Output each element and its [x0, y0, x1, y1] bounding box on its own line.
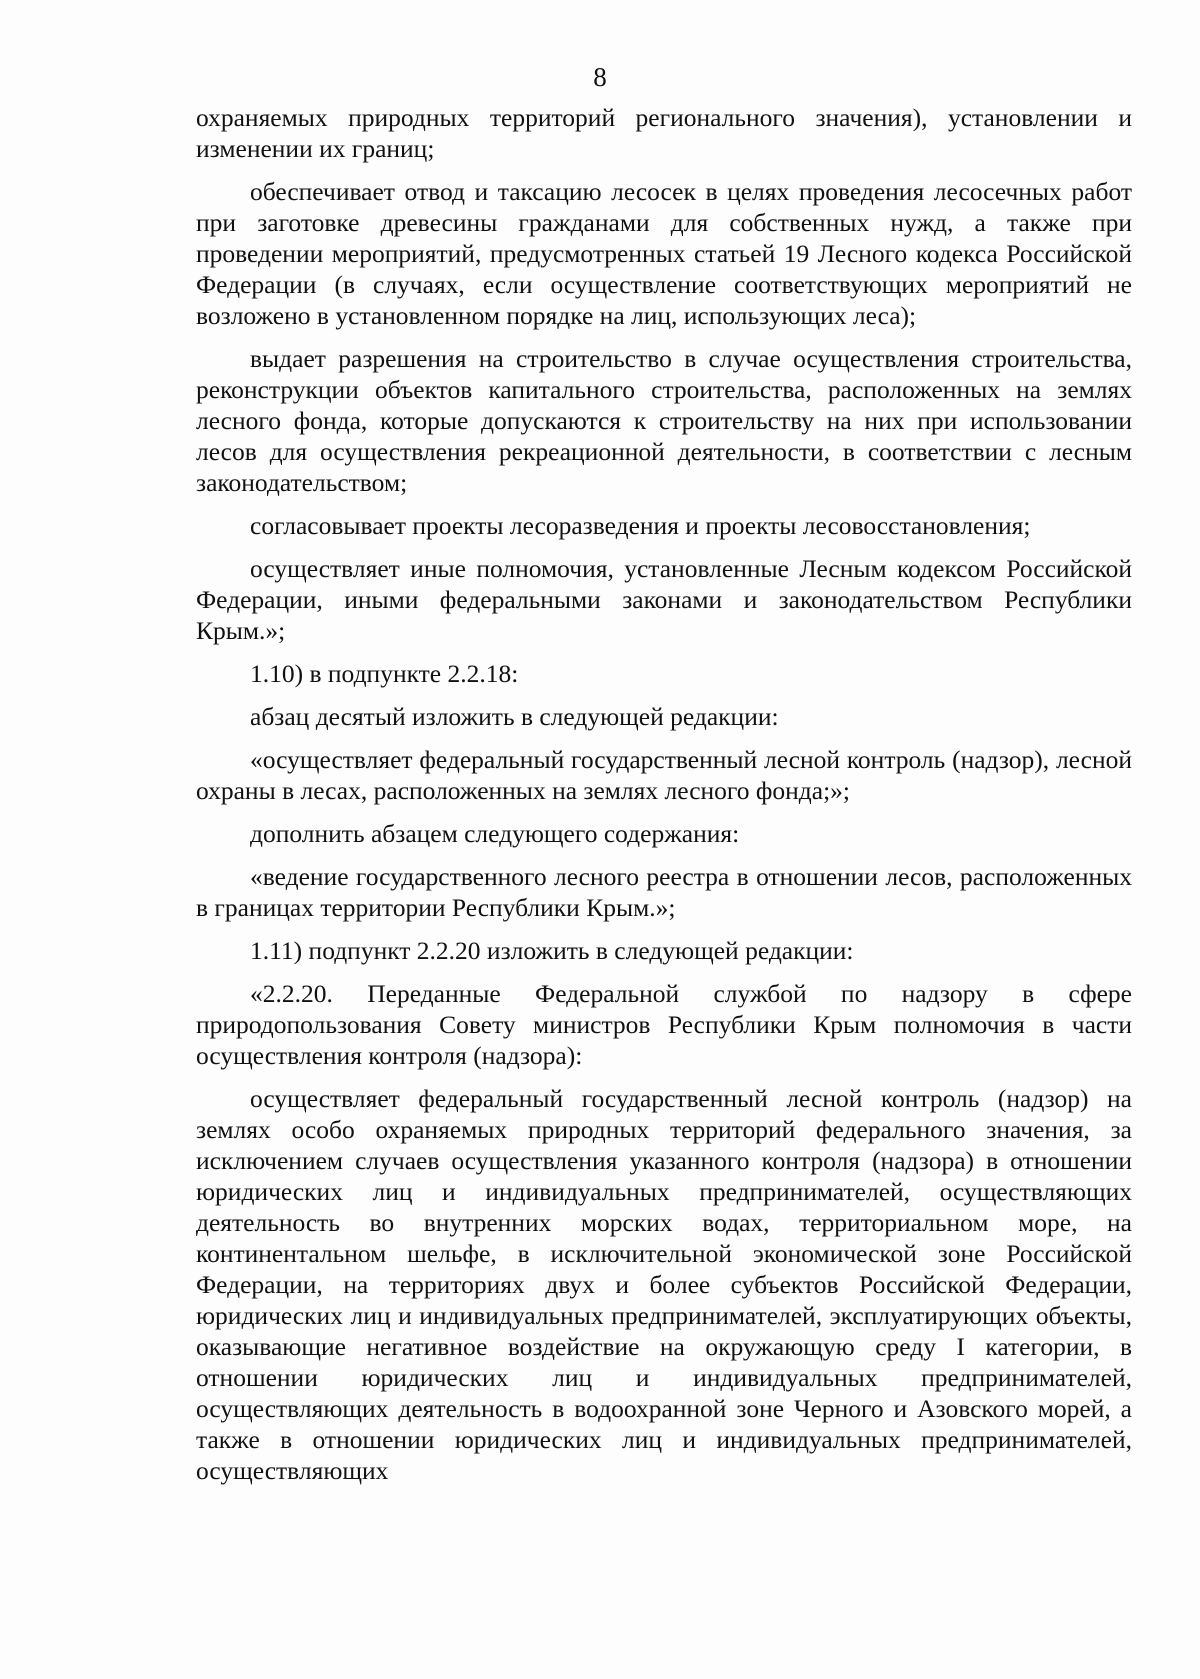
paragraph-continuation: охраняемых природных территорий регионального значения), установлении и изменении их границ;: [196, 103, 1132, 163]
paragraph-forest-registry: «ведение государственного лесного реестра в отношении лесов, расположенных в границах территории Республики Крым.»;: [196, 862, 1132, 922]
paragraph-federal-control: осуществляет федеральный государственный лесной контроль (надзор) на землях особо охраняемых природных территорий федерального значения, за исключением случаев осуществления указанного контроля (надзора) в отношении юридических лиц и индивидуальных предпринимателей, осуществляющих деятельность во внутренних морских водах, территориальном море, на континентальном шельфе, в исключительной экономической зоне Российской Федерации, на территориях двух и более субъектов Российской Федерации, юридических лиц и индивидуальных предпринимателей, эксплуатирующих объекты, оказывающие негативное воздействие на окружающую среду I категории, в отношении юридических лиц и индивидуальных предпринимателей, осуществляющих деятельность в водоохранной зоне Черного и Азовского морей, а также в отношении юридических лиц и индивидуальных предпринимателей, осуществляющих: [196, 1084, 1132, 1485]
paragraph-tenth-abzac: абзац десятый изложить в следующей редакции:: [250, 702, 779, 731]
document-body: [196, 102, 1132, 1498]
paragraph-2-2-20: «2.2.20. Переданные Федеральной службой по надзору в сфере природопользования Совету министров Республики Крым полномочия в части осуществления контроля (надзора):: [196, 979, 1132, 1070]
paragraph-forest-control: «осуществляет федеральный государственный лесной контроль (надзор), лесной охраны в лесах, расположенных на землях лесного фонда;»;: [196, 745, 1132, 805]
page-number: 8: [593, 62, 607, 92]
paragraph-add-abzac: дополнить абзацем следующего содержания:: [250, 819, 740, 848]
paragraph-other-powers: осуществляет иные полномочия, установленные Лесным кодексом Российской Федерации, иными федеральными законами и законодательством Республики Крым.»;: [196, 554, 1132, 645]
paragraph-logging-allotment: обеспечивает отвод и таксацию лесосек в целях проведения лесосечных работ при заготовке древесины гражданами для собственных нужд, а также при проведении мероприятий, предусмотренных статьей 19 Лесного кодекса Российской Федерации (в случаях, если осуществление соответствующих мероприятий не возложено в установленном порядке на лиц, использующих леса);: [196, 177, 1132, 330]
paragraph-item-1-10: 1.10) в подпункте 2.2.18:: [250, 659, 519, 688]
paragraph-item-1-11: 1.11) подпункт 2.2.20 изложить в следующей редакции:: [250, 936, 854, 965]
paragraph-construction-permits: выдает разрешения на строительство в случае осуществления строительства, реконструкции объектов капитального строительства, расположенных на землях лесного фонда, которые допускаются к строительству на них при использовании лесов для осуществления рекреационной деятельности, в соответствии с лесным законодательством;: [196, 344, 1132, 497]
paragraph-projects-approval: согласовывает проекты лесоразведения и проекты лесовосстановления;: [250, 511, 1031, 540]
